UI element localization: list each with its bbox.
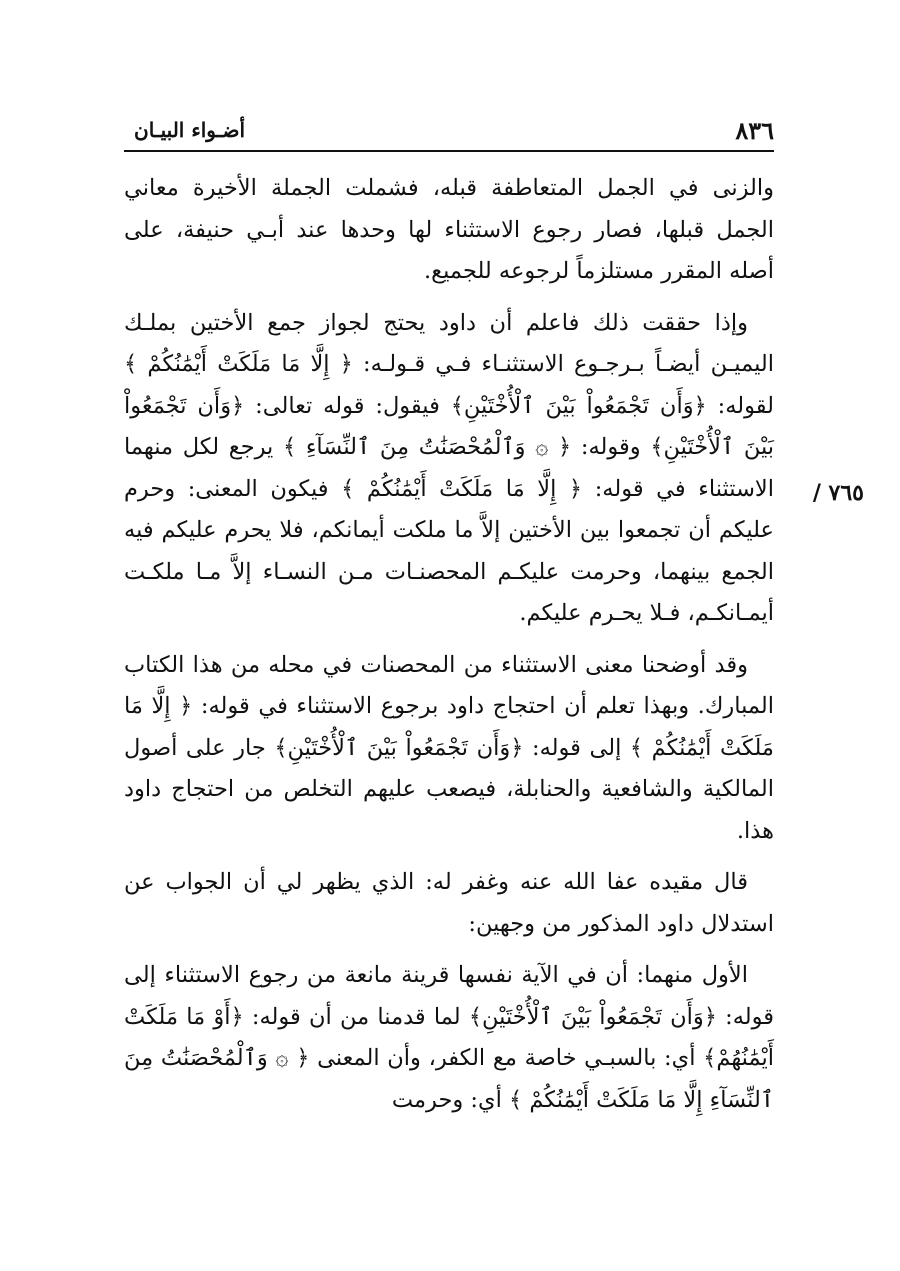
paragraph: والزنى في الجمل المتعاطفة قبله، فشملت الجملة الأخيرة معاني الجمل قبلها، فصار رجوع الاستثناء لها وحدها عند أبـي حنيفة، على أصله المقرر مستلزماً لرجوعه للجميع.	[124, 175, 774, 284]
margin-page-reference: ٧٦٥ /	[812, 480, 864, 506]
page-number: ٨٣٦	[735, 116, 774, 145]
header-rule	[124, 150, 774, 152]
paragraph: قال مقيده عفا الله عنه وغفر له: الذي يظهر لي أن الجواب عن استدلال داود المذكور من وجهين:	[124, 869, 774, 937]
paragraph: الأول منهما: أن في الآية نفسها قرينة مانعة من رجوع الاستثناء إلى قوله: ﴿وَأَن تَجْمَعُواْ بَيْنَ ٱلْأُخْتَيْنِ﴾ لما قدمنا من أن قوله: ﴿أَوْ مَا مَلَكَتْ أَيْمَٰنُهُمْ﴾ أي: بالسبـي خاصة مع الكفر، وأن المعنى ﴿ ۞ وَٱلْمُحْصَنَٰتُ مِنَ ٱلنِّسَآءِ إِلَّا مَا مَلَكَتْ أَيْمَٰنُكُمْ ﴾ أي: وحرمت	[124, 962, 774, 1113]
paragraph: وإذا حققت ذلك فاعلم أن داود يحتج لجواز جمع الأختين بملـك اليميـن أيضـاً بـرجـوع الاستثنـاء فـي قـولـه: ﴿ إِلَّا مَا مَلَكَتْ أَيْمَٰنُكُمْ ﴾ لقوله: ﴿وَأَن تَجْمَعُواْ بَيْنَ ٱلْأُخْتَيْنِ﴾ فيقول: قوله تعالى: ﴿وَأَن تَجْمَعُواْ بَيْنَ ٱلْأُخْتَيْنِ﴾ وقوله: ﴿ ۞ وَٱلْمُحْصَنَٰتُ مِنَ ٱلنِّسَآءِ ﴾ يرجع لكل منهما الاستثناء في قوله: ﴿ إِلَّا مَا مَلَكَتْ أَيْمَٰنُكُمْ ﴾ فيكون المعنى: وحرم عليكم أن تجمعوا بين الأختين إلاَّ ما ملكت أيمانكم، فلا يحرم عليكم فيه الجمع بينهما، وحرمت عليكـم المحصنـات مـن النسـاء إلاَّ مـا ملكـت أيمـانكـم، فـلا يحـرم عليكم.	[124, 309, 774, 626]
page-header	[122, 116, 774, 148]
paragraph: وقد أوضحنا معنى الاستثناء من المحصنات في محله من هذا الكتاب المبارك. وبهذا تعلم أن احتجاج داود برجوع الاستثناء في قوله: ﴿ إِلَّا مَا مَلَكَتْ أَيْمَٰنُكُمْ ﴾ إلى قوله: ﴿وَأَن تَجْمَعُواْ بَيْنَ ٱلْأُخْتَيْنِ﴾ جار على أصول المالكية والشافعية والحنابلة، فيصعب عليهم التخلص من احتجاج داود هذا.	[124, 651, 774, 844]
book-title: أضـواء البيـان	[134, 118, 246, 142]
body-text	[124, 168, 774, 1131]
